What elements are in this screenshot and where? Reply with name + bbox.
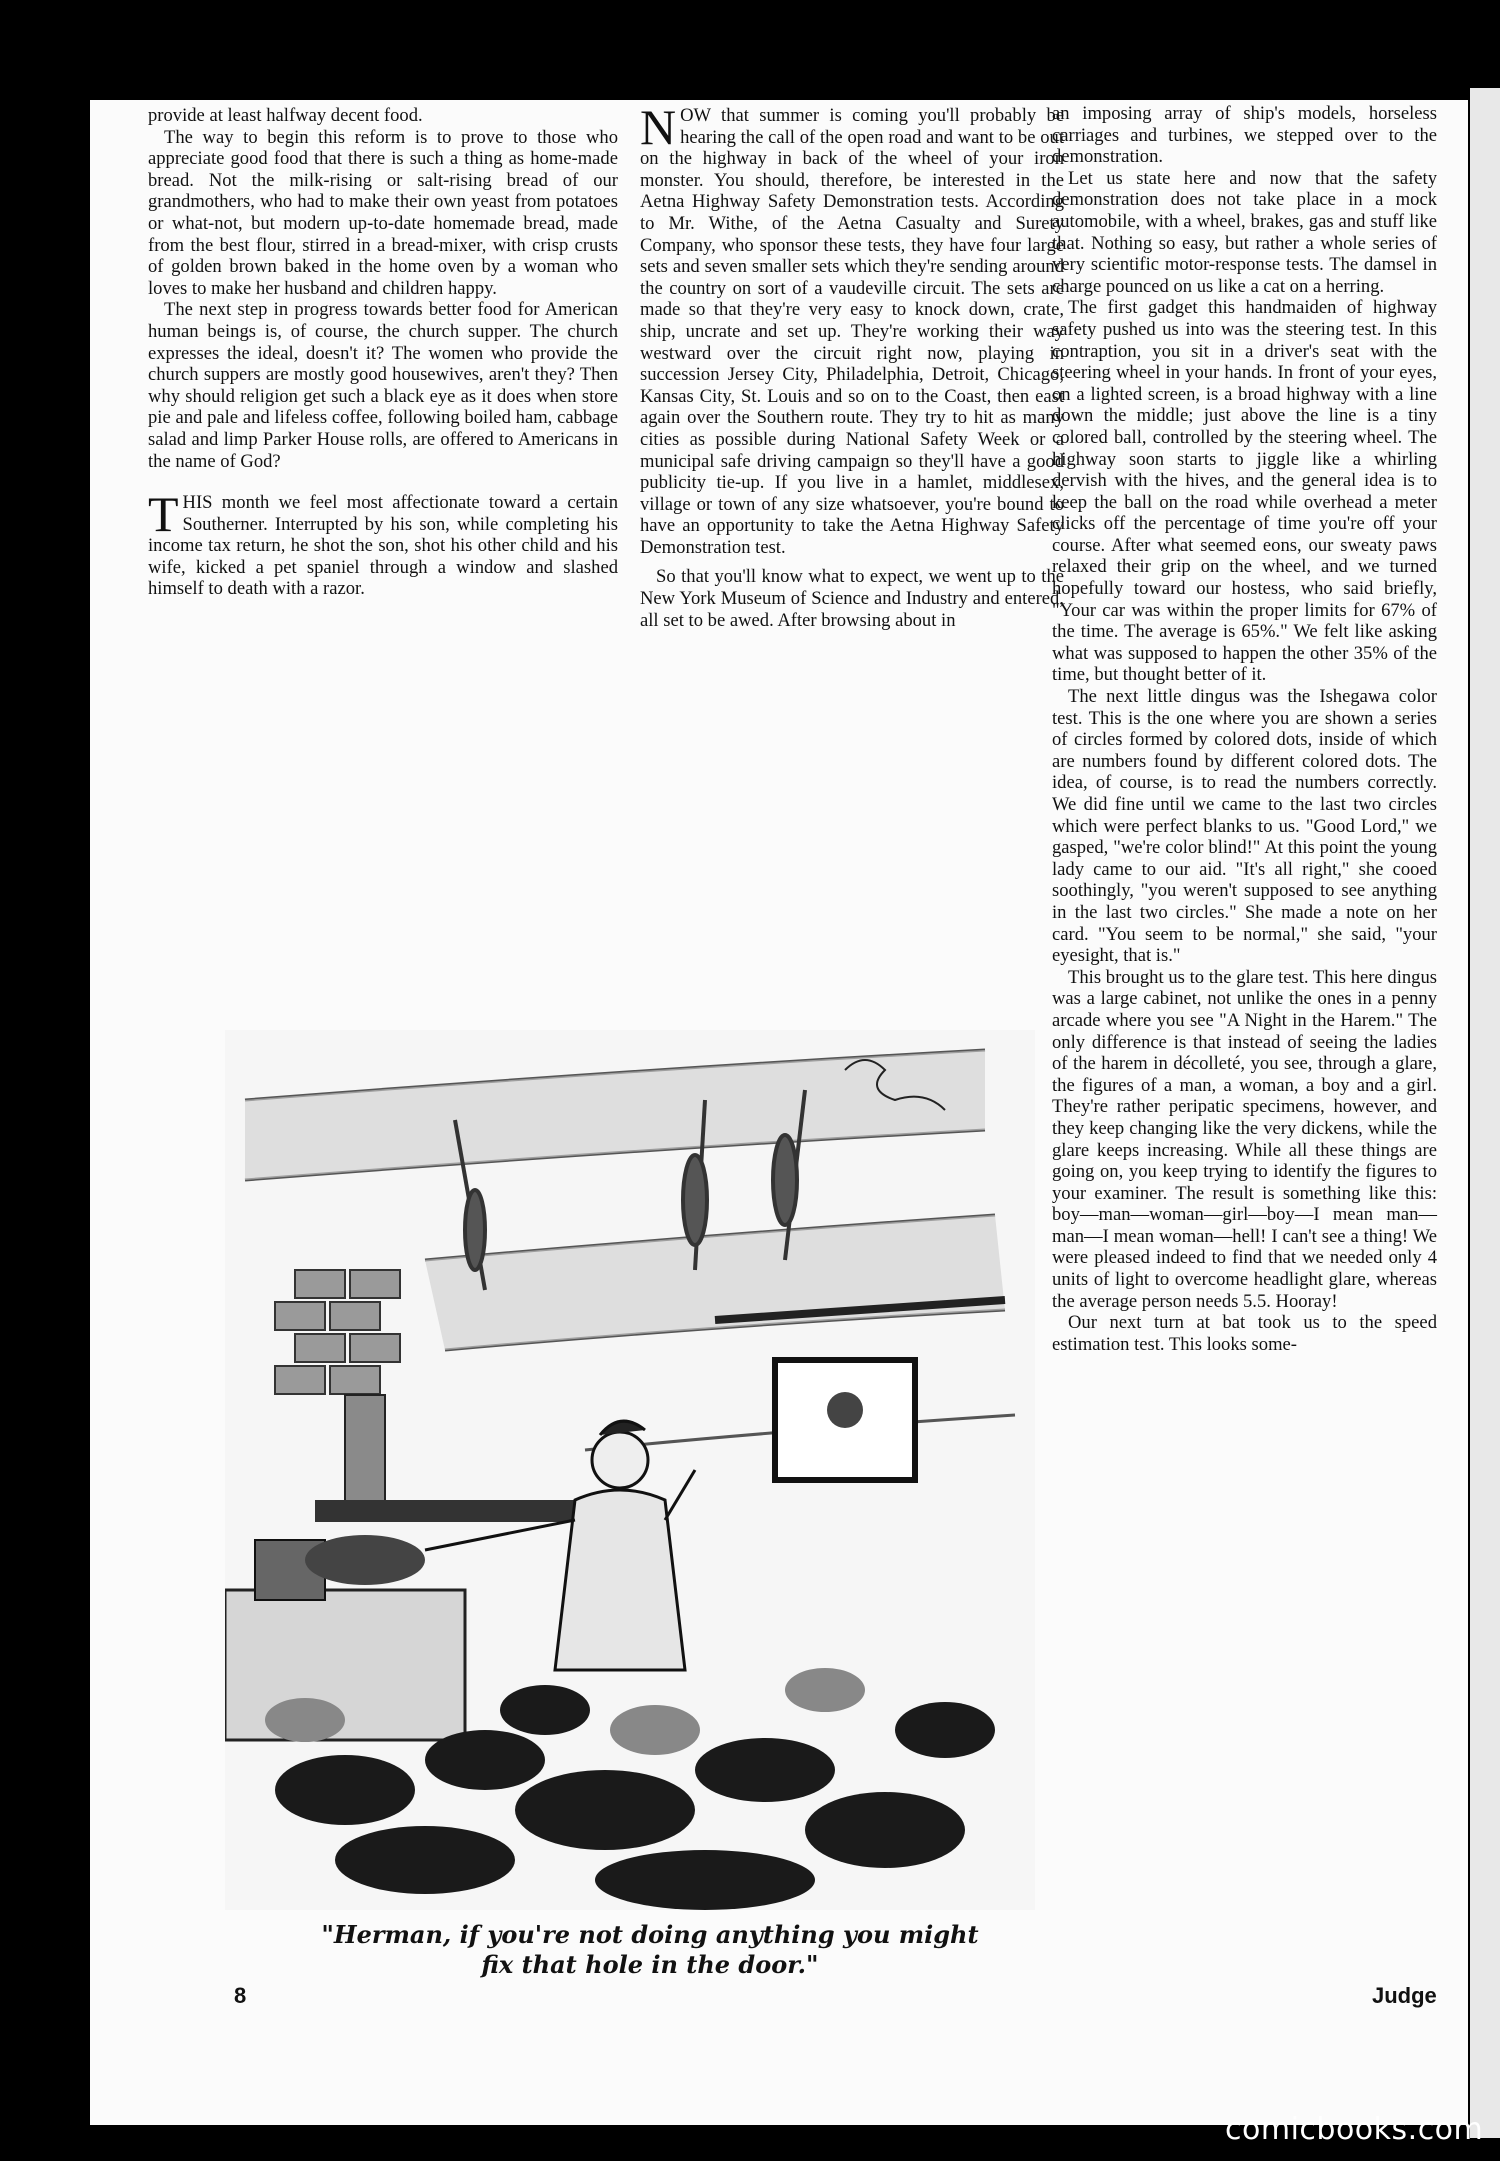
paragraph: Let us state here and now that the safety demonstration does not take place in a mock automobile, with a wheel, brakes, gas and stuff like that. Nothing so easy, but rather a whole series of very scientific motor-response tests. The damsel in charge pounced on us like a cat on a herring. xyxy=(1052,167,1437,297)
page-number: 8 xyxy=(234,1983,247,2008)
paragraph: The next little dingus was the Ishegawa color test. This is the one where you are shown a series of circles formed by colored dots, inside of which are numbers found by different colored dots. The idea, of course, is to read the numbers correctly. We did fine until we came to the last two circles which were perfect blanks to us. "Good Lord," we gasped, "we're color blind!" At this point the young lady came to our aid. "It's all right," she cooed soothingly, "you weren't supposed to see anything in the last two circles." She made a note on her card. "You seem to be normal," she said, "your eyesight, that is." xyxy=(1052,686,1437,967)
cartoon-illustration xyxy=(225,1030,1035,1910)
paragraph: an imposing array of ship's models, horseless carriages and turbines, we stepped over to the demonstration. xyxy=(1052,103,1437,168)
cartoon-caption xyxy=(300,1920,1000,1980)
paragraph: The first gadget this handmaiden of highway safety pushed us into was the steering test. In this contraption, you sit in a driver's seat with the steering wheel in your hands. In front of your eyes, on a lighted screen, is a broad highway with a line down the middle; just above the line is a tiny colored ball, controlled by the steering wheel. The highway soon starts to jiggle like a whirling dervish with the hives, and the general idea is to keep the ball on the road while overhead a meter clicks off the percentage of time you're off your course. After what seemed eons, our sweaty paws relaxed their grip on the wheel, and we turned hopefully toward our hostess, who said briefly, "Your car was within the proper limits for 67% of the time. The average is 65%." We felt like asking what was supposed to happen the other 35% of the time, but thought better of it. xyxy=(1052,297,1437,686)
section-paragraph xyxy=(640,99,1064,558)
caption-line: fix that hole in the door." xyxy=(481,1950,819,1979)
paragraph: This brought us to the glare test. This here dingus was a large cabinet, not unlike the ones in a penny arcade where you see "A Night in the Harem." The only difference is that instead of seeing the ladies of the harem in décolleté, you see, through a glare, the figures of a man, a woman, a boy and a girl. They're rather peripatic specimens, however, and they keep changing like the very dickens, while the glare keeps increasing. While all these things are going on, you keep trying to identify the figures to your examiner. The result is something like this: boy—man—woman—girl—boy—I mean man—man—I mean woman—hell! I can't see a thing! We were pleased indeed to find that we needed only 4 units of light to overcome headlight glare, whereas the average person needs 5.5. Hooray! xyxy=(1052,966,1437,1312)
caption-line: "Herman, if you're not doing anything you might xyxy=(321,1920,979,1949)
watermark: comicbooks.com xyxy=(1225,2112,1484,2147)
text-column-1 xyxy=(148,105,618,600)
text-column-2 xyxy=(640,99,1064,631)
paragraph: So that you'll know what to expect, we went up to the New York Museum of Science and Industry and entered, all set to be awed. After browsing about in xyxy=(640,566,1064,631)
paragraph: Our next turn at bat took us to the speed estimation test. This looks some- xyxy=(1052,1312,1437,1355)
text-column-3 xyxy=(1052,103,1437,1938)
paragraph: The next step in progress towards better food for American human beings is, of course, the church supper. The church expresses the ideal, doesn't it? The women who provide the church suppers are mostly good housewives, aren't they? Then why should religion get such a black eye as it does when store pie and pale and lifeless coffee, following boiled ham, cabbage salad and limp Parker House rolls, are offered to Americans in the name of God? xyxy=(148,299,618,472)
paragraph: provide at least halfway decent food. xyxy=(148,105,423,126)
paragraph-text: HIS month we feel most affectionate toward a certain Southerner. Interrupted by his son, while completing his income tax return, he shot the son, shot his other child and his wife, kicked a pet spaniel through a window and slashed himself to death with a razor. xyxy=(148,492,618,600)
drop-cap: T xyxy=(148,486,179,543)
paragraph-text: OW that summer is coming you'll probably be hearing the call of the open road and want to be out on the highway in back of the wheel of your iron monster. You should, therefore, be interested in the Aetna Highway Safety Demonstration tests. According to Mr. Withe, of the Aetna Casualty and Surety Company, who sponsor these tests, they have four large sets and seven smaller sets which they're sending around the country on sort of a vaudeville circuit. The sets are made so that they're very easy to knock down, crate, ship, uncrate and set up. They're working their way westward over the circuit right now, playing in succession Jersey City, Philadelphia, Detroit, Chicago, Kansas City, St. Louis and so on to the Coast, then east again over the Southern route. They try to hit as many cities as possible during National Safety Week or a municipal safe driving campaign so they'll have a good publicity tie-up. If you live in a hamlet, middlesex, village or town of any size whatsoever, you're bound to have an opportunity to take the Aetna Highway Safety Demonstration test. xyxy=(640,105,1064,558)
magazine-name: Judge xyxy=(1372,1983,1437,2008)
drop-cap: N xyxy=(640,99,677,155)
section-paragraph xyxy=(148,486,618,600)
adjacent-page-edge xyxy=(1470,88,1500,2138)
paragraph: The way to begin this reform is to prove to those who appreciate good food that there is such a thing as home-made bread. Not the milk-rising or salt-rising bread of our grandmothers, who had to make their own yeast from potatoes or what-not, but modern up-to-date homemade bread, made from the best flour, stirred in a bread-mixer, with crisp crusts of golden brown baked in the home oven by a woman who loves to make her husband and children happy. xyxy=(148,126,618,299)
